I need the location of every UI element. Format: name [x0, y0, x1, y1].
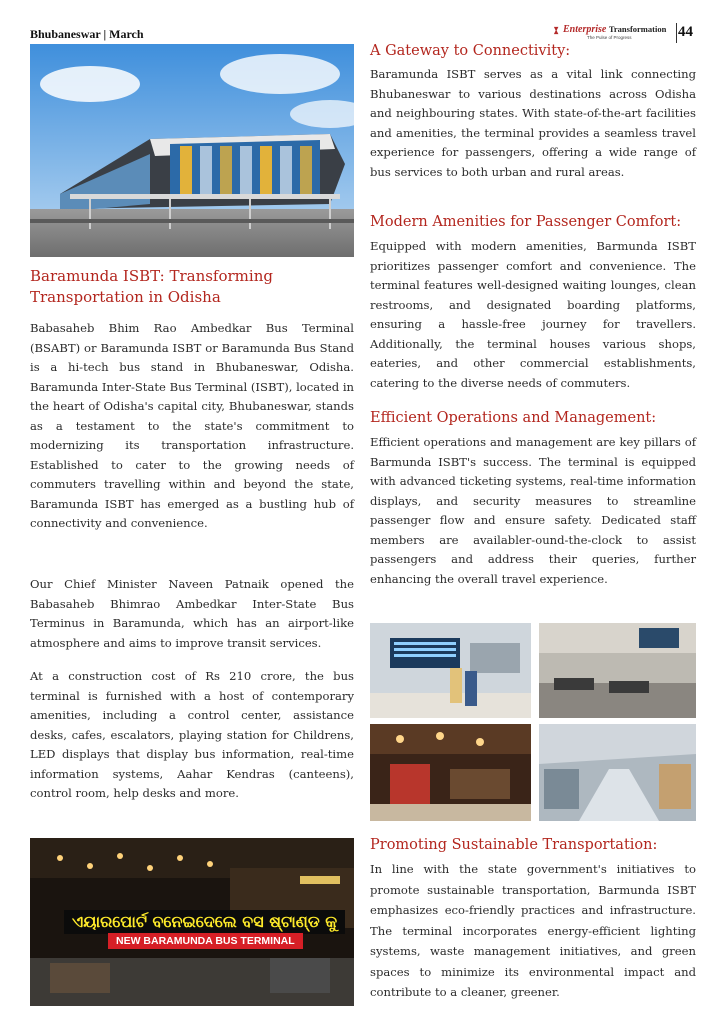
- left-paragraph-1: Babasaheb Bhim Rao Ambedkar Bus Terminal (BSABT) or Baramunda ISBT or Baramunda Bus Stand is a hi-tech bus stand in Bhubaneswar, Odisha. Baramunda Inter-State Bus Terminal (ISBT), located in the heart of Odisha's capital city, Bhubaneswar, stands as a testament to the state's commitment to modernizing its transportation infrastructure. Established to cater to the growing needs of commuters travelling within and beyond the state, Baramunda ISBT has emerged as a bustling hub of connectivity and convenience.: [30, 321, 354, 530]
- section-text-operations: Efficient operations and management are key pillars of Barmunda ISBT's success. The terminal is equipped with advanced ticketing systems, real-time information displays, and security measures to streamline passenger flow and ensure safety. Dedicated staff members are availabler-ound-the-clock to assist passengers and address their queries, further enhancing the overall travel experience.: [370, 435, 696, 586]
- video-overlay-english-title: NEW BARAMUNDA BUS TERMINAL: [108, 933, 303, 949]
- left-paragraph-2: Our Chief Minister Naveen Patnaik opened the Babasaheb Bhimrao Ambedkar Inter-State Bus Terminus in Baramunda, which has an airport-like atmosphere and aims to improve transit services.: [30, 577, 354, 650]
- news-video-thumbnail: [30, 838, 354, 1006]
- video-overlay-odia-title: ଏୟାରପୋର୍ଟ ବନେଇଦେଲେ ବସ ଷ୍ଟାଣ୍ଡ କୁ: [64, 910, 345, 934]
- brand-logo-icon: [553, 26, 562, 35]
- interior-waiting-hall-photo: [539, 623, 696, 718]
- left-paragraph-3: At a construction cost of Rs 210 crore, the bus terminal is furnished with a host of contemporary amenities, including a control center, assistance desks, cafes, escalators, playing station for Childrens, LED displays that display bus information, real-time information systems, Aahar Kendras (canteens), control room, help desks and more.: [30, 669, 354, 800]
- article-title: Baramunda ISBT: Transforming Transportation in Odisha: [30, 267, 273, 306]
- header-divider: [676, 23, 677, 43]
- section-title-amenities: Modern Amenities for Passenger Comfort:: [370, 214, 682, 230]
- section-title-operations: Efficient Operations and Management:: [370, 410, 657, 426]
- section-text-sustainable: In line with the state government's initiatives to promote sustainable transportation, Barmunda ISBT emphasizes eco-friendly practices and infrastructure. The terminal incorporates energy-efficient lighting systems, waste management initiatives, and green spaces to minimize its environmental impact and contribute to a cleaner, greener.: [370, 862, 696, 999]
- brand-name: Enterprise Transformation: [563, 24, 667, 35]
- section-title-sustainable: Promoting Sustainable Transportation:: [370, 837, 658, 853]
- interior-food-court-photo: [370, 724, 531, 821]
- section-text-amenities: Equipped with modern amenities, Barmunda ISBT prioritizes passenger comfort and convenience. The terminal features well-designed waiting lounges, clean restrooms, and designated boarding platforms, ensuring a hassle-free journey for travellers. Additionally, the terminal houses various shops, eateries, and other commercial establishments, catering to the diverse needs of commuters.: [370, 239, 696, 390]
- interior-info-display-photo: [370, 623, 531, 718]
- interior-concourse-photo: [539, 724, 696, 821]
- page-number: 44: [678, 24, 693, 40]
- section-text-gateway: Baramunda ISBT serves as a vital link connecting Bhubaneswar to various destinations across Odisha and neighbouring states. With state-of-the-art facilities and amenities, the terminal provides a seamless travel experience for passengers, offering a wide range of bus services to both urban and rural areas.: [370, 67, 696, 179]
- brand-tagline: The Pulse of Progress: [587, 35, 632, 40]
- section-title-gateway: A Gateway to Connectivity:: [370, 43, 571, 59]
- header-location-date: Bhubaneswar | March: [30, 27, 144, 41]
- terminal-exterior-photo: [30, 44, 354, 257]
